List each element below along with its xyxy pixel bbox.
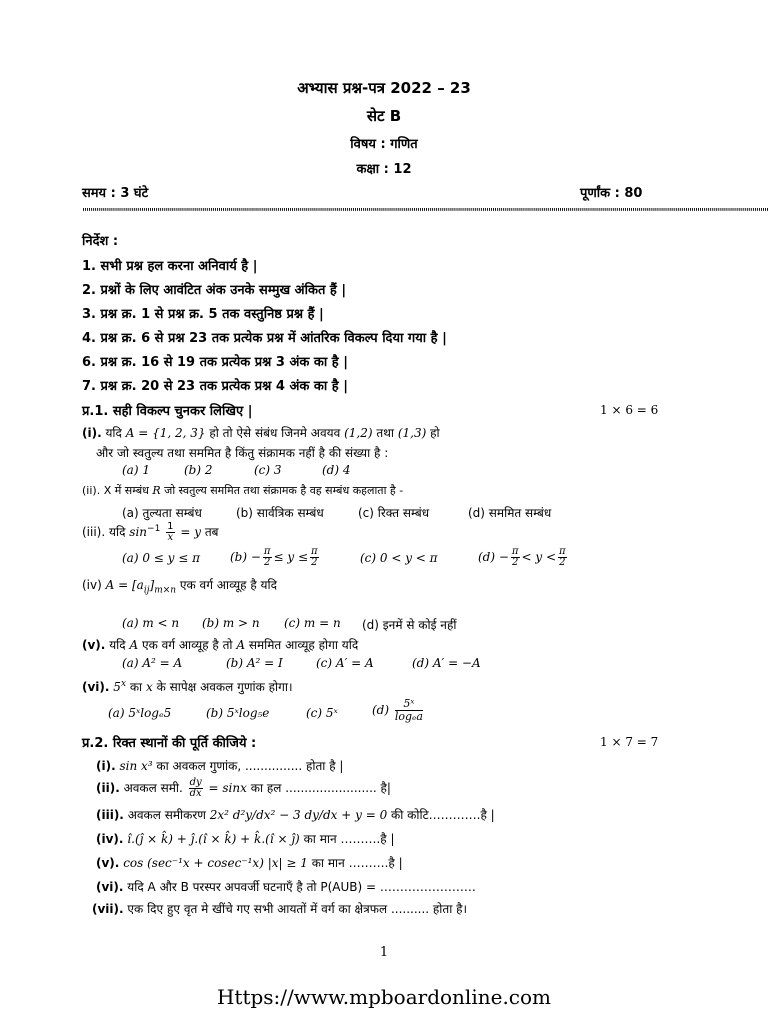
q1-marks: 1 × 6 = 6 [600,403,659,417]
q2-heading: प्र.2. रिक्त स्थानों की पूर्ति कीजिये : [82,736,257,751]
option-text: ≤ y ≤ [273,550,309,564]
math-sup: x [120,679,127,689]
instruction-item: 4. प्रश्न क्र. 6 से प्रश्न 23 तक प्रत्येक प्रश्न में आंतरिक विकल्प दिया गया है | [82,331,447,346]
question-label: (v). [96,856,120,870]
fraction [263,547,272,568]
math-expr: A [236,638,246,652]
option [230,547,321,568]
q2-iv [96,830,395,847]
q2-vi [96,878,476,895]
frac-den: logₑa [394,710,423,723]
option: (a) 5ˣlogₑ5 [108,706,172,720]
option: (b) A² = I [226,656,283,670]
math-expr: = y [180,525,201,539]
option: (a) A² = A [122,656,183,670]
header-separator: """"""""""""""""""""""""""""""""""""""""""""""""""""""""""""""""""""""""""""""""""""""""""""""""""""""""""""""""""""""""""""""""""""""""""""""""""""""""""""""""""""""""" [82,206,768,219]
question-label: (vi). [96,880,124,894]
question-label: (i). [96,759,116,773]
instruction-item: 2. प्रश्नों के लिए आवंटित अंक उनके सम्मुख अंकित हैं | [82,283,347,298]
math-sup: −1 [147,524,161,534]
option: (a) 0 ≤ y ≤ π [122,551,200,565]
frac-num: π [263,546,271,557]
math-expr: 2x² d²y/dx² − 3 dy/dx + y = 0 [209,808,388,822]
option: (b) m > n [202,616,260,630]
math-sub: ij [143,585,150,596]
q2-iii [96,806,495,823]
math-expr: A = {1, 2, 3} [125,426,206,440]
question-label: (vi). [82,680,110,694]
question-text: एक वर्ग आव्यूह है तो [141,638,233,652]
math-expr: x [146,680,153,694]
option-text: (d) [372,703,390,717]
question-text: यदि [109,638,126,652]
frac-num: π [559,546,566,557]
question-label: (i). [82,426,102,440]
question-text: हो [430,426,440,440]
instruction-item: 7. प्रश्न क्र. 20 से 23 तक प्रत्येक प्रश्न 4 अंक का है | [82,379,348,394]
question-label: (iv). [96,832,124,846]
frac-num: π [311,546,318,557]
math-expr: sin [129,525,148,539]
math-expr: sin x³ [119,759,153,773]
fraction [189,778,203,799]
option: (d) इनमें से कोई नहीं [362,618,457,632]
instructions-heading: निर्देश : [82,234,119,249]
frac-num: 1 [167,521,174,532]
option: (c) A′ = A [316,656,374,670]
option: (c) m = n [284,616,341,630]
max-marks-label: पूर्णांक : 80 [580,186,643,201]
website-url[interactable]: Https://www.mpboardonline.com [216,985,552,1009]
frac-num: 5ˣ [395,698,423,711]
question-text: का हल ........................ है| [250,781,391,795]
frac-den: 2 [264,557,271,568]
option: (c) 0 < y < π [360,551,438,565]
question-text: एक दिए हुए वृत मे खींचे गए सभी आयतों में वर्ग का क्षेत्रफल .......... होता है। [127,902,468,916]
option: (b) सार्वत्रिक सम्बंध [236,506,324,520]
frac-den: x [167,532,174,543]
paper-title: अभ्यास प्रश्न-पत्र 2022 – 23 [297,79,471,97]
option: (c) रिक्त सम्बंध [358,506,430,520]
q2-i [96,757,343,774]
option-text: (d) − [478,550,509,564]
math-expr: A = [a [105,578,144,592]
q2-marks: 1 × 7 = 7 [600,735,659,749]
page-number: 1 [379,945,389,960]
frac-num: π [511,546,519,557]
option: (c) 3 [254,463,282,477]
math-expr: ] [149,578,155,592]
option: (b) 2 [184,463,213,477]
question-text: के सापेक्ष अवकल गुणांक होगा। [156,680,293,694]
q1-i-line2: और जो स्वतुल्य तथा सममित है किंतु संक्रामक नहीं है की संख्या है : [96,446,389,460]
option-text: < y < [521,550,557,564]
option: (b) 5ˣlog₅e [206,706,270,720]
frac-den: dx [189,788,202,799]
option: (a) 1 [122,463,150,477]
question-text: यदि A और B परस्पर अपवर्जी घटनाएँ है तो [127,880,317,894]
question-text: अवकल समी. [123,781,183,795]
question-text: का मान ……….है | [311,856,403,870]
question-label: (ii). [96,781,120,795]
math-sub: m×n [154,585,177,596]
question-text: का [129,680,143,694]
q2-vii [92,900,467,917]
question-text: यदि [109,525,126,539]
q2-ii [96,778,391,799]
math-expr: (1,3) [397,426,427,440]
math-expr: = sinx [208,781,247,795]
subject-label: विषय : गणित [350,137,418,152]
q1-ii [82,483,403,498]
q1-vi [82,678,293,695]
time-label: समय : 3 घंटे [82,186,149,201]
fraction [166,522,174,543]
option: (d) A′ = −A [412,656,481,670]
math-expr: 5 [113,680,121,694]
frac-num: dy [189,777,202,788]
question-text: तथा [376,426,395,440]
math-expr: A [129,638,139,652]
instruction-item: 3. प्रश्न क्र. 1 से प्रश्न क्र. 5 तक वस्तुनिष्ठ प्रश्न हैं | [82,307,324,322]
question-text: सममित आव्यूह होगा यदि [248,638,359,652]
set-label: सेट B [366,107,402,125]
question-label: (v). [82,638,106,652]
option-text: (b) − [230,550,261,564]
question-text: यदि [105,426,122,440]
q1-iv [82,576,277,596]
question-text: का अवकल गुणांक, ............... होता है | [156,759,344,773]
q2-v [96,854,403,871]
option: (d) सममित सम्बंध [468,506,552,520]
frac-den: 2 [559,557,566,568]
q1-iii [82,522,219,543]
q1-heading: प्र.1. सही विकल्प चुनकर लिखिए | [82,404,253,419]
math-expr: R [152,484,161,497]
question-label: (vii). [92,902,124,916]
option: (a) तुल्यता सम्बंध [122,506,202,520]
question-text: अवकल समीकरण [127,808,206,822]
question-label: (ii). [82,484,101,497]
question-label: (iii). [96,808,124,822]
instruction-item: 1. सभी प्रश्न हल करना अनिवार्य है | [82,259,258,274]
question-text: तब [204,525,219,539]
option: (d) 4 [322,463,351,477]
class-label: कक्षा : 12 [356,162,412,177]
frac-den: 2 [311,557,318,568]
q1-i [82,424,440,441]
fraction [511,547,520,568]
instruction-item: 6. प्रश्न क्र. 16 से 19 तक प्रत्येक प्रश्न 3 अंक का है | [82,355,348,370]
option [372,698,425,723]
fraction [310,547,319,568]
question-text: जो स्वतुल्य सममित तथा संक्रामक है वह सम्बंध कहलाता है - [164,484,404,497]
question-text: का मान ……….है | [303,832,395,846]
question-text: X में सम्बंध [103,484,149,497]
option: (a) m < n [122,616,180,630]
frac-den: 2 [512,557,519,568]
math-expr: P(AUB) = …………………… [320,880,476,894]
question-text: हो तो ऐसे संबंध जिनमे अवयव [209,426,341,440]
fraction [395,698,423,723]
option [478,547,569,568]
q1-v [82,636,358,653]
question-text: एक वर्ग आव्यूह है यदि [179,578,277,592]
math-expr: cos (sec⁻¹x + cosec⁻¹x) |x| ≥ 1 [123,856,308,870]
question-label: (iv) [82,578,102,592]
question-label: (iii). [82,525,106,539]
question-text: की कोटि………….है | [391,808,495,822]
math-expr: î.(ĵ × k̂) + ĵ.(î × k̂) + k̂.(î × ĵ) [127,832,300,846]
fraction [558,547,567,568]
math-expr: (1,2) [344,426,373,440]
option: (c) 5ˣ [306,706,338,720]
